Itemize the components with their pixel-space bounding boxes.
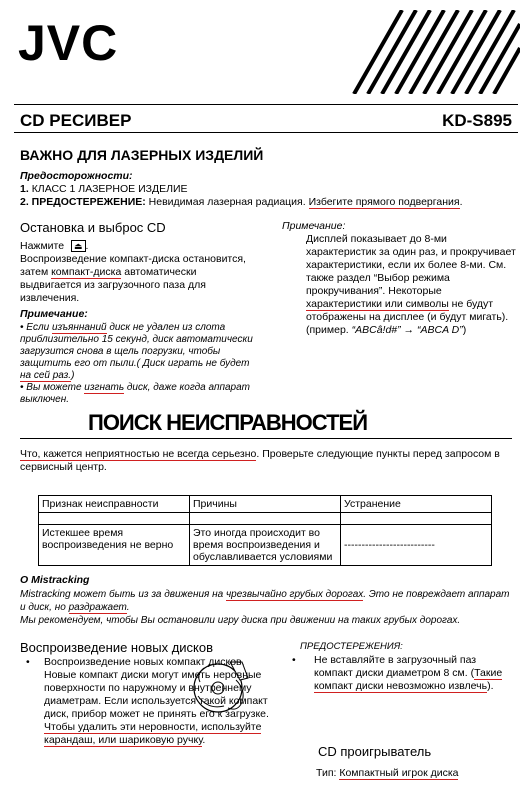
right-note-text [306, 233, 516, 337]
table-header-row [39, 496, 492, 513]
item-number: 2. ПРЕДОСТЕРЕЖЕНИЕ: [20, 196, 146, 208]
laser-item-1: КЛАСС 1 ЛАЗЕРНОЕ ИЗДЕЛИЕ [31, 183, 188, 195]
mistracking-underlined: чрезвычайно грубых дорогах [225, 589, 364, 600]
note-text: диск не удален из слота приблизительно 15 секунд, диск автоматически загрузится снова в щель погрузки, чтобы защитить его от пыли.( Диск играть не будет [20, 322, 253, 369]
warnings-underlined: Такие компакт диски невозможно извлечь [314, 667, 503, 692]
note-underlined: характеристики или символы [306, 298, 449, 310]
table-spacer-row [39, 513, 492, 525]
player-title: CD проигрыватель [318, 744, 432, 759]
note-text: диск, даже когда аппарат выключен. [20, 382, 250, 405]
bullet: • [292, 654, 296, 666]
intro-underlined: Что, кажется неприятностью не всегда серьезно [20, 448, 257, 460]
table-header: Причины [190, 496, 341, 513]
bullet: • [26, 656, 30, 668]
laser-title: ВАЖНО ДЛЯ ЛАЗЕРНЫХ ИЗДЕЛИЙ [20, 147, 264, 163]
newdisc-title: Воспроизведение новых дисков [20, 640, 214, 655]
note-text: ) [462, 324, 467, 336]
mistracking-text: . Это не повреждает аппарат и диск, но [20, 589, 510, 613]
warnings-text: ). [487, 680, 494, 692]
caution-label: Предосторожности: [20, 170, 133, 182]
newdisc-text: . [202, 734, 206, 746]
note-text: ) [71, 370, 75, 381]
note-underlined: изгнать [84, 382, 125, 393]
laser-item-2: Невидимая лазерная радиация. [148, 196, 309, 208]
stop-title: Остановка и выброс CD [20, 220, 166, 235]
right-note-label: Примечание: [282, 220, 346, 232]
laser-item-2-underlined: Избегите прямого подвергания [308, 196, 460, 208]
newdisc-text: Воспроизведение новых компакт дисков. Новые компакт диски могут иметь неровные поверхности по наружному и внутреннему диаметрам. Если используется такой компакт диск, прибор может не принять его к загрузке. [44, 656, 269, 720]
newdisc-body [26, 656, 276, 747]
stop-text-underlined: компакт-диска [51, 266, 122, 278]
mistracking-underlined: раздражает [68, 602, 127, 613]
mistracking-text: . [126, 602, 130, 613]
trouble-title: ПОИСК НЕИСПРАВНОСТЕЙ [88, 410, 368, 435]
punct: . [459, 196, 463, 208]
table-cell: -------------------------- [341, 525, 492, 566]
trouble-table [38, 495, 492, 566]
stop-body: Нажмите ⏏ . Воспроизведение компакт-диска остановится, затем компакт-диска автоматически выдвигается из загрузочного паза для извлечения. [20, 240, 246, 304]
stop-notes: • Если изъяннаний диск не удален из слота приблизительно 15 секунд, диск автоматически загрузится снова в щель погрузки, чтобы защитить его от пыли.( Диск играть не будет на сей раз.) • Вы можете изгнать диск, даже когда аппарат выключен. [20, 322, 253, 405]
warnings-label: ПРЕДОСТЕРЕЖЕНИЯ: [300, 641, 403, 652]
player-type-label: Тип: [316, 767, 340, 779]
table-cell: Истекшее время воспроизведения не верно [39, 525, 190, 566]
press-label: Нажмите [20, 240, 65, 252]
stop-text: Воспроизведение компакт-диска остановится, затем [20, 253, 246, 278]
table-header: Устранение [341, 496, 492, 513]
note-text: Дисплей показывает до 8-ми характеристик за один раз, и прокручивает характеристики, если их более 8-ми. См. также раздел “Выбор режима прокручивания”. Некоторые [306, 233, 516, 297]
eject-icon: ⏏ [71, 240, 86, 252]
model-number: KD-S895 [442, 111, 512, 130]
note-text: Вы можете [26, 382, 85, 393]
player-type-value: Компактный игрок диска [339, 767, 459, 779]
mistracking-text: Mistracking может быть из за движения на [20, 589, 226, 600]
note-text: Если [26, 322, 52, 333]
note-underlined: изъяннаний [51, 322, 107, 333]
divider [14, 132, 518, 133]
note-text: не будут отображены на дисплее (и будут мигать). (пример. [306, 298, 509, 336]
stop-note-label: Примечание: [20, 308, 88, 320]
stripes-graphic [324, 10, 520, 94]
mistracking-title: O Mistracking [20, 574, 90, 586]
trouble-intro [20, 448, 510, 474]
table-row [39, 525, 492, 566]
note-underlined: на сей раз. [20, 370, 72, 381]
intro-text: . Проверьте следующие пункты перед запросом в сервисный центр. [20, 448, 500, 473]
display-example: “ABCâ!d#” → “ABCA D” [351, 324, 463, 336]
product-name: CD РЕСИВЕР [20, 111, 132, 130]
newdisc-underlined: Чтобы удалить эти неровности, используйте карандаш, или шариковую ручку [44, 721, 262, 746]
warnings-body [292, 654, 514, 693]
divider [20, 438, 512, 439]
mistracking-body [20, 588, 514, 627]
stop-text: автоматически выдвигается из загрузочного паза для извлечения. [20, 266, 206, 304]
warnings-text: Не вставляйте в загрузочный паз компакт диски диаметром 8 см. ( [314, 654, 477, 679]
divider [14, 104, 518, 105]
item-number: 1. [20, 183, 29, 195]
model-line [20, 111, 512, 131]
laser-body [20, 170, 510, 209]
mistracking-recommendation: Мы рекомендуем, чтобы Вы остановили игру диска при движении на таких грубых дорогах. [20, 615, 461, 626]
jvc-logo: JVC [18, 15, 119, 71]
table-cell: Это иногда происходит во время воспроизведения и обуславливается условиями [190, 525, 341, 566]
player-type [316, 767, 458, 780]
table-header: Признак неисправности [39, 496, 190, 513]
